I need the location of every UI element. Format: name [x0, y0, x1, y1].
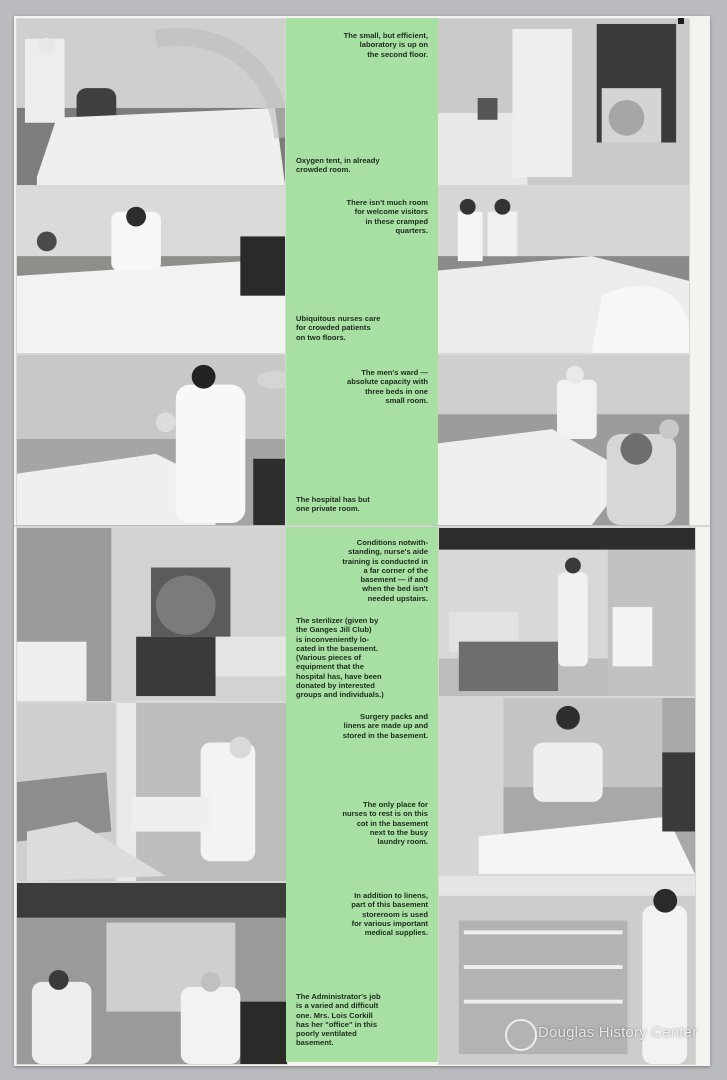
corner-mark	[678, 18, 684, 24]
caption-laboratory: The small, but efficient, laboratory is up on the second floor.	[343, 31, 428, 59]
watermark-text: Douglas History Center	[538, 1024, 698, 1041]
caption-nurses: Ubiquitous nurses care for crowded patients on two floors.	[296, 314, 381, 342]
caption-strip-top	[286, 18, 438, 525]
caption-surgery-packs: Surgery packs and linens are made up and stored in the basement.	[342, 712, 428, 740]
watermark-logo	[505, 1019, 537, 1051]
photo-aide-training	[438, 527, 696, 697]
caption-visitors: There isn't much room for welcome visitors in these cramped quarters.	[346, 198, 428, 235]
photo-sterilizer	[16, 527, 288, 702]
caption-sterilizer: The sterilizer (given by the Ganges Jill Club) is inconveniently lo- cated in the basement.	[296, 616, 379, 653]
photo-nurses-patients	[16, 186, 286, 354]
photo-laboratory	[432, 18, 690, 186]
caption-equipment: (Various pieces of equipment that the hospital has, have been donated by interested groups and individuals.)	[296, 653, 384, 700]
photo-visitors	[432, 186, 690, 354]
caption-nurses-rest: The only place for nurses to rest is on this cot in the basement next to the busy laundry room.	[342, 800, 428, 847]
caption-mens-ward: The men's ward — absolute capacity with three beds in one small room.	[346, 368, 428, 405]
photo-surgery-packs	[438, 697, 696, 875]
caption-aide-training: Conditions notwith- standing, nurse's aide training is conducted in a far corner of the basement — if and when the bed isn't needed upstairs.	[342, 538, 428, 603]
caption-oxygen-tent: Oxygen tent, in already crowded room.	[296, 156, 380, 175]
caption-private-room: The hospital has but one private room.	[296, 495, 370, 514]
photo-oxygen-tent	[16, 18, 286, 186]
photo-mens-ward	[432, 354, 690, 526]
caption-linens: In addition to linens, part of this basement storeroom is used for various important medical supplies.	[351, 891, 428, 938]
photo-nurses-rest	[16, 702, 288, 882]
photo-administrator	[16, 882, 288, 1065]
caption-strip-bottom	[286, 527, 438, 1062]
fold-line	[14, 525, 710, 527]
photo-private-room	[16, 354, 286, 526]
caption-administrator: The Administrator's job is a varied and difficult one. Mrs. Lois Corkill has her "office" in this poorly ventilated basement.	[296, 992, 381, 1048]
